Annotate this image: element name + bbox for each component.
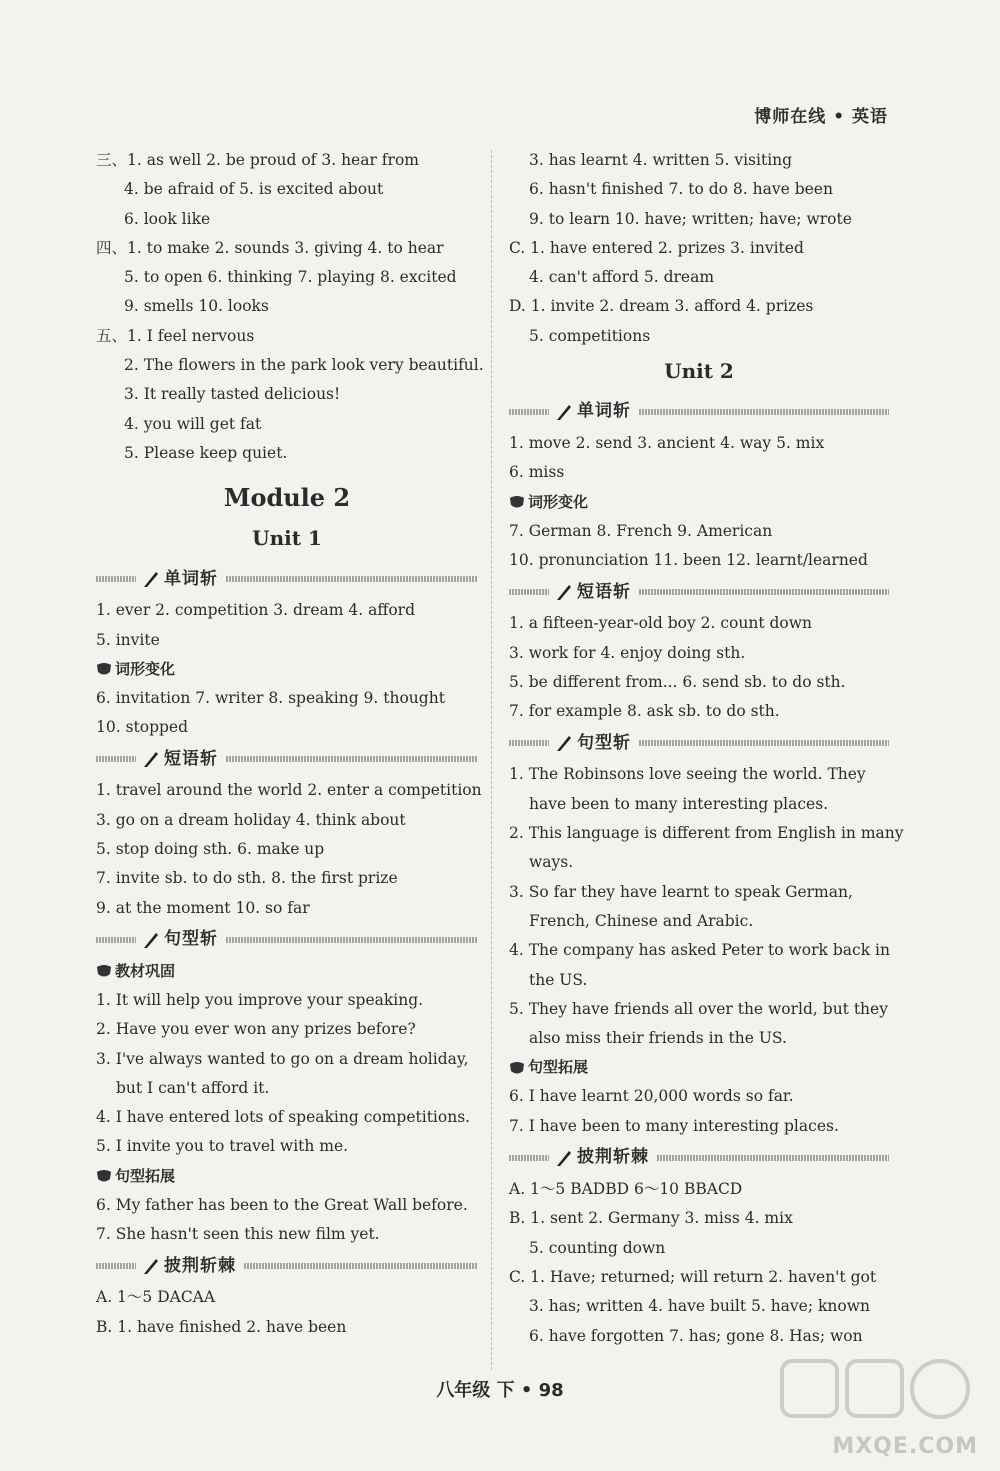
answer-line: 1. ever 2. competition 3. dream 4. afford — [96, 601, 416, 620]
knife-icon — [553, 1147, 575, 1169]
answer-line: C. 1. have entered 2. prizes 3. invited — [509, 238, 804, 257]
knife-icon — [553, 732, 575, 754]
answer-line: 2. Have you ever won any prizes before? — [96, 1020, 416, 1039]
answer-line: 5. I invite you to travel with me. — [96, 1137, 349, 1156]
subsection-label: 句型拓展 — [528, 1058, 589, 1077]
watermark-graphic — [772, 1351, 982, 1431]
badge-icon — [509, 1061, 525, 1075]
answer-line: A. 1～5 DACAA — [96, 1288, 216, 1307]
answer-line: 3. It really tasted delicious! — [124, 385, 341, 404]
answer-line: but I can't afford it. — [116, 1078, 270, 1097]
section-heading — [509, 577, 889, 607]
watermark-text: MXQE.COM — [832, 1434, 978, 1459]
answer-line: 3. I've always wanted to go on a dream holiday, — [96, 1049, 469, 1068]
knife-icon — [553, 581, 575, 603]
subsection-label: 句型拓展 — [115, 1166, 176, 1185]
answer-line: 7. I have been to many interesting places. — [509, 1116, 839, 1135]
page-header: 博师在线 • 英语 — [754, 107, 888, 127]
answer-line: C. 1. Have; returned; will return 2. haven't got — [509, 1267, 877, 1286]
knife-icon — [140, 748, 162, 770]
answer-line: ways. — [529, 853, 574, 872]
answer-line: A. 1～5 BADBD 6～10 BBACD — [509, 1180, 743, 1199]
answer-line: the US. — [529, 970, 588, 989]
answer-line: 5. Please keep quiet. — [124, 443, 288, 462]
section-wu — [96, 322, 484, 468]
knife-icon — [140, 568, 162, 590]
answer-line: 3. has; written 4. have built 5. have; known — [529, 1297, 870, 1316]
section-label: 披荆斩棘 — [577, 1147, 649, 1168]
knife-icon — [140, 929, 162, 951]
answer-line: 6. My father has been to the Great Wall before. — [96, 1195, 468, 1214]
answer-line: 1. a fifteen-year-old boy 2. count down — [509, 614, 812, 633]
answer-line: B. 1. have finished 2. have been — [96, 1317, 347, 1336]
answer-line: 7. She hasn't seen this new film yet. — [96, 1225, 380, 1244]
subsection-heading — [509, 488, 889, 517]
answer-line: 5. They have friends all over the world, but they — [509, 999, 888, 1018]
watermark-logo — [772, 1351, 982, 1461]
section-label: 句型斩 — [577, 732, 631, 753]
answer-line: 7. invite sb. to do sth. 8. the first prize — [96, 869, 398, 888]
answer-line: 4. be afraid of 5. is excited about — [124, 180, 384, 199]
subsection-label: 教材巩固 — [115, 961, 176, 980]
subsection-heading — [509, 1053, 889, 1082]
section-heading — [509, 728, 889, 758]
answer-line: 3. go on a dream holiday 4. think about — [96, 810, 406, 829]
section-label: 短语斩 — [577, 581, 631, 602]
answer-line: 5. competitions — [529, 326, 651, 345]
answer-line: B. 1. sent 2. Germany 3. miss 4. mix — [509, 1209, 793, 1228]
section-si — [96, 234, 478, 322]
badge-icon — [96, 662, 112, 676]
answer-line: 9. at the moment 10. so far — [96, 898, 310, 917]
answer-line: 4. can't afford 5. dream — [529, 268, 715, 287]
answer-line: 1. The Robinsons love seeing the world. They — [509, 765, 866, 784]
answer-line: 5. invite — [96, 630, 160, 649]
section-label: 单词斩 — [577, 401, 631, 422]
answer-line: 4. you will get fat — [124, 414, 262, 433]
answer-line: 9. to learn 10. have; written; have; wrote — [529, 209, 852, 228]
section-label: 短语斩 — [164, 748, 218, 769]
section-heading — [96, 744, 478, 774]
answer-line: 2. This language is different from English in many — [509, 824, 904, 843]
subsection-heading — [96, 957, 478, 986]
section-heading — [509, 397, 889, 427]
knife-icon — [140, 1255, 162, 1277]
answer-line: 6. I have learnt 20,000 words so far. — [509, 1087, 794, 1106]
answer-line: 3. has learnt 4. written 5. visiting — [529, 151, 793, 169]
answer-line: 1. travel around the world 2. enter a competition — [96, 781, 482, 800]
answer-line: D. 1. invite 2. dream 3. afford 4. prizes — [509, 297, 814, 316]
answer-line: 4. The company has asked Peter to work back in — [509, 941, 890, 960]
section-label: 单词斩 — [164, 568, 218, 589]
answer-line: 9. smells 10. looks — [124, 297, 269, 316]
answer-line: 5. counting down — [529, 1238, 666, 1257]
section-san — [96, 146, 478, 234]
answer-line: 1. It will help you improve your speaking. — [96, 990, 424, 1009]
right-column — [509, 146, 904, 1351]
answer-line: 5. to open 6. thinking 7. playing 8. excited — [124, 268, 457, 287]
answer-line: 5. stop doing sth. 6. make up — [96, 840, 325, 859]
answer-line: 5. be different from... 6. send sb. to do sth. — [509, 672, 846, 691]
answer-line: 10. stopped — [96, 718, 189, 737]
column-divider — [491, 150, 492, 1370]
section-label: 句型斩 — [164, 929, 218, 950]
section-heading — [509, 1143, 889, 1173]
answer-line: 10. pronunciation 11. been 12. learnt/learned — [509, 550, 868, 569]
answer-line: have been to many interesting places. — [529, 794, 829, 813]
unit-title: Unit 1 — [252, 526, 322, 551]
answer-line: 1. move 2. send 3. ancient 4. way 5. mix — [509, 434, 825, 453]
answer-line: 四、1. to make 2. sounds 3. giving 4. to hear — [96, 238, 444, 257]
answer-line: 7. German 8. French 9. American — [509, 521, 773, 540]
section-label: 披荆斩棘 — [164, 1255, 236, 1276]
left-column — [96, 146, 484, 1342]
answer-line: 6. look like — [124, 209, 211, 228]
page-footer: 八年级 下 • 98 — [436, 1380, 564, 1401]
answer-line: 3. work for 4. enjoy doing sth. — [509, 643, 746, 662]
badge-icon — [509, 495, 525, 509]
answer-line: 3. So far they have learnt to speak German, — [509, 882, 853, 901]
answer-line: 6. hasn't finished 7. to do 8. have been — [529, 180, 833, 199]
badge-icon — [96, 964, 112, 978]
answer-line: 4. I have entered lots of speaking competitions. — [96, 1108, 471, 1127]
answer-line: French, Chinese and Arabic. — [529, 911, 754, 930]
subsection-heading — [96, 1162, 478, 1191]
answer-line: 7. for example 8. ask sb. to do sth. — [509, 702, 780, 721]
answer-line: 五、1. I feel nervous — [96, 326, 255, 345]
unit-title: Unit 2 — [664, 359, 734, 384]
answer-line: 6. invitation 7. writer 8. speaking 9. thought — [96, 688, 445, 707]
subsection-heading — [96, 655, 478, 684]
subsection-label: 词形变化 — [115, 659, 176, 678]
section-heading — [96, 925, 478, 955]
section-heading — [96, 564, 478, 594]
answer-line: 三、1. as well 2. be proud of 3. hear from — [96, 151, 419, 169]
answer-line: 6. miss — [509, 463, 565, 482]
answer-line: also miss their friends in the US. — [529, 1029, 787, 1048]
badge-icon — [96, 1169, 112, 1183]
module-title: Module 2 — [223, 483, 351, 513]
section-heading — [96, 1251, 478, 1281]
answer-line: 2. The flowers in the park look very beautiful. — [124, 356, 484, 375]
subsection-label: 词形变化 — [528, 492, 589, 511]
knife-icon — [553, 401, 575, 423]
answer-line: 6. have forgotten 7. has; gone 8. Has; won — [529, 1326, 863, 1345]
